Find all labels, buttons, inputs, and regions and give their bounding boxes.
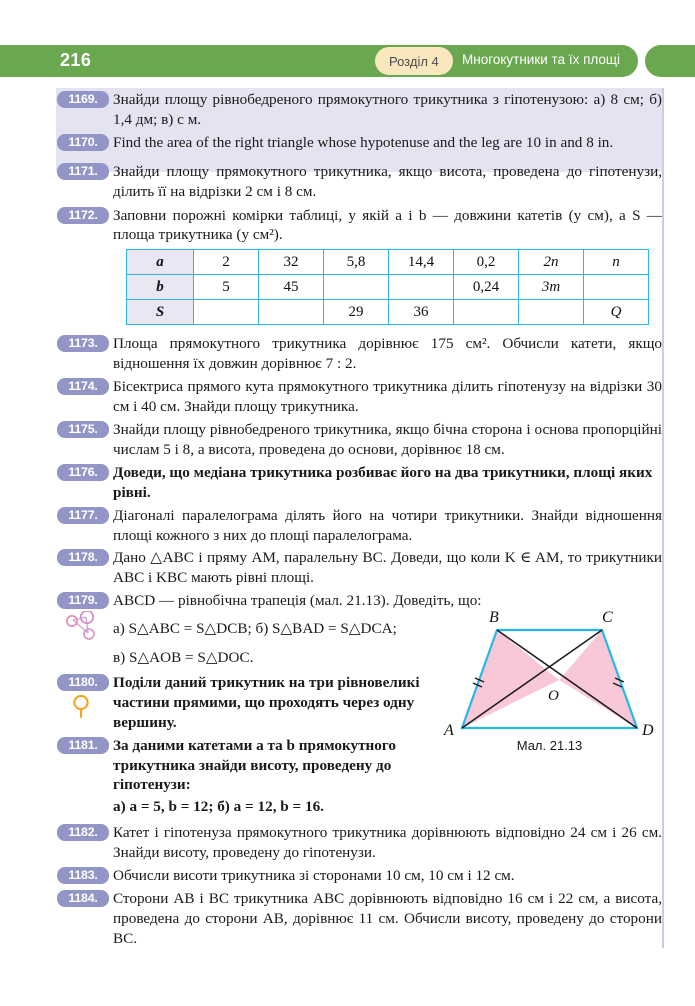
cell-a-2: 32 — [259, 250, 324, 275]
cell-b-4 — [389, 275, 454, 300]
exercise-1178 — [0, 548, 695, 588]
cell-s-4: 36 — [389, 300, 454, 325]
exercise-text: Знайди площу рівнобедреного прямокутного трикутника з гіпотенузою: а) 8 см; б) 1,4 дм; в) c м. — [113, 91, 662, 128]
exercise-text: За даними катетами a та b прямокутного трикутника знайди висоту, проведену до гіпотенузи: — [113, 736, 396, 794]
exercise-number-badge: 1177. — [57, 507, 109, 524]
exercise-number-badge: 1178. — [57, 549, 109, 566]
exercise-text: Доведи, що медіана трикутника розбиває його на два трикутники, площі яких рівні. — [113, 463, 653, 501]
exercise-number-badge: 1173. — [57, 335, 109, 352]
exercise-1173 — [0, 334, 695, 374]
exercise-1174 — [0, 377, 695, 417]
exercise-1170 — [0, 133, 695, 153]
cell-s-7: Q — [584, 300, 649, 325]
cell-b-5: 0,24 — [454, 275, 519, 300]
row-label-s: S — [127, 300, 194, 325]
row-label-a: a — [127, 250, 194, 275]
cell-s-2 — [259, 300, 324, 325]
exercise-text: ABCD — рівнобічна трапеція (мал. 21.13). Доведіть, що: — [113, 592, 482, 610]
exercise-number-badge: 1184. — [57, 890, 109, 907]
exercise-1175 — [0, 420, 695, 460]
svg-text:C: C — [602, 609, 613, 626]
exercise-number-badge: 1179. — [57, 592, 109, 609]
magnifier-icon — [70, 693, 94, 719]
table-1172 — [126, 249, 649, 325]
exercise-number-badge: 1172. — [57, 207, 109, 224]
exercise-number-badge: 1175. — [57, 421, 109, 438]
cell-b-3 — [324, 275, 389, 300]
running-head — [0, 45, 695, 77]
exercise-text: Обчисли висоти трикутника зі сторонами 10 см, 10 см і 12 см. — [113, 867, 515, 885]
table-row — [127, 275, 649, 300]
exercise-text: Знайди площу рівнобедреного трикутника, якщо бічна сторона і основа пропорційні числам 5 і 8, а висота, проведена до основи, дорівнює 18 см. — [113, 420, 662, 458]
exercise-text: Діагоналі паралелограма ділять його на чотири трикутники. Знайди відношення площі кожного з них до площі паралелограма. — [113, 506, 662, 544]
cell-a-1: 2 — [194, 250, 259, 275]
exercise-1176 — [0, 463, 695, 503]
exercise-text: Поділи даний трикутник на три рівновеликі частини прямими, що проходять через одну вершину. — [113, 673, 420, 731]
exercise-1183 — [0, 866, 695, 886]
table-row — [127, 250, 649, 275]
exercise-text: Знайди площу прямокутного трикутника, якщо висота, проведена до гіпотенузи, ділить її на відрізки 2 см і 8 см. — [113, 162, 662, 200]
exercise-1169 — [0, 90, 695, 130]
exercise-text: Площа прямокутного трикутника дорівнює 175 см². Обчисли катети, якщо відношення їх довжин дорівнює 7 : 2. — [113, 335, 662, 373]
chapter-title: Многокутники та їх площі — [462, 52, 621, 67]
cell-a-5: 0,2 — [454, 250, 519, 275]
exercise-1182 — [0, 823, 695, 863]
exercise-number-badge: 1182. — [57, 824, 109, 841]
svg-text:B: B — [489, 609, 499, 626]
exercise-1184 — [0, 889, 695, 949]
cell-s-6 — [519, 300, 584, 325]
row-label-b: b — [127, 275, 194, 300]
cell-a-3: 5,8 — [324, 250, 389, 275]
exercise-1172 — [0, 206, 695, 246]
exercise-text: Сторони AB і BC трикутника ABC дорівнюють відповідно 16 см і 22 см, а висота, проведена до сторони AB, дорівнює 11 см. Обчисли висоту, проведену до сторони BC. — [113, 890, 662, 947]
exercise-text: Катет і гіпотенуза прямокутного трикутника дорівнюють відповідно 24 см і 26 см. Знайди висоту, проведену до гіпотенузи. — [113, 824, 662, 862]
exercise-number-badge: 1169. — [57, 91, 109, 108]
cell-s-5 — [454, 300, 519, 325]
figure-caption: Мал. 21.13 — [516, 738, 583, 753]
cell-b-7 — [584, 275, 649, 300]
exercise-number-badge: 1181. — [57, 737, 109, 754]
exercise-number-badge: 1183. — [57, 867, 109, 884]
exercise-1177 — [0, 506, 695, 546]
exercise-subitem-text: а) a = 5, b = 12; б) a = 12, b = 16. — [113, 798, 324, 816]
exercise-list — [0, 88, 695, 949]
exercise-number-badge: 1174. — [57, 378, 109, 395]
exercise-number-badge: 1176. — [57, 464, 109, 481]
svg-text:D: D — [642, 722, 654, 739]
cell-s-3: 29 — [324, 300, 389, 325]
exercise-subitem-text: в) S△AOB = S△DOC. — [113, 649, 254, 667]
exercise-number-badge: 1171. — [57, 163, 109, 180]
exercise-1181-items — [0, 797, 695, 817]
table-1172-wrapper — [0, 245, 695, 331]
exercise-text: Бісектриса прямого кута прямокутного трикутника ділить гіпотенузу на відрізки 30 см і 40 см. Знайди площу трикутника. — [113, 378, 662, 416]
chapter-label-pill: Розділ 4 — [375, 47, 453, 75]
exercise-text: Дано △ABC і пряму AM, паралельну BC. Доведи, що коли K ∈ AM, то трикутники ABC і KBC мають рівні площі. — [113, 549, 662, 587]
svg-text:O: O — [548, 688, 559, 704]
exercise-1171 — [0, 162, 695, 202]
cell-a-7: n — [584, 250, 649, 275]
exercise-number-badge: 1170. — [57, 134, 109, 151]
cell-a-6: 2n — [519, 250, 584, 275]
header-green-cap — [645, 45, 695, 77]
cell-b-6: 3m — [519, 275, 584, 300]
svg-text:A: A — [444, 722, 454, 739]
page-number: 216 — [60, 50, 92, 70]
exercise-text: Find the area of the right triangle whose hypotenuse and the leg are 10 in and 8 in. — [113, 133, 614, 151]
cell-b-2: 45 — [259, 275, 324, 300]
exercise-subitem-text: а) S△ABC = S△DCB; б) S△BAD = S△DCA; — [113, 620, 397, 638]
cell-a-4: 14,4 — [389, 250, 454, 275]
cell-s-1 — [194, 300, 259, 325]
exercise-number-badge: 1180. — [57, 674, 109, 691]
exercise-text: Заповни порожні комірки таблиці, у якій a і b — довжини катетів (у см), а S — площа трикутника (у см²). — [113, 206, 662, 244]
table-row — [127, 300, 649, 325]
cell-b-1: 5 — [194, 275, 259, 300]
